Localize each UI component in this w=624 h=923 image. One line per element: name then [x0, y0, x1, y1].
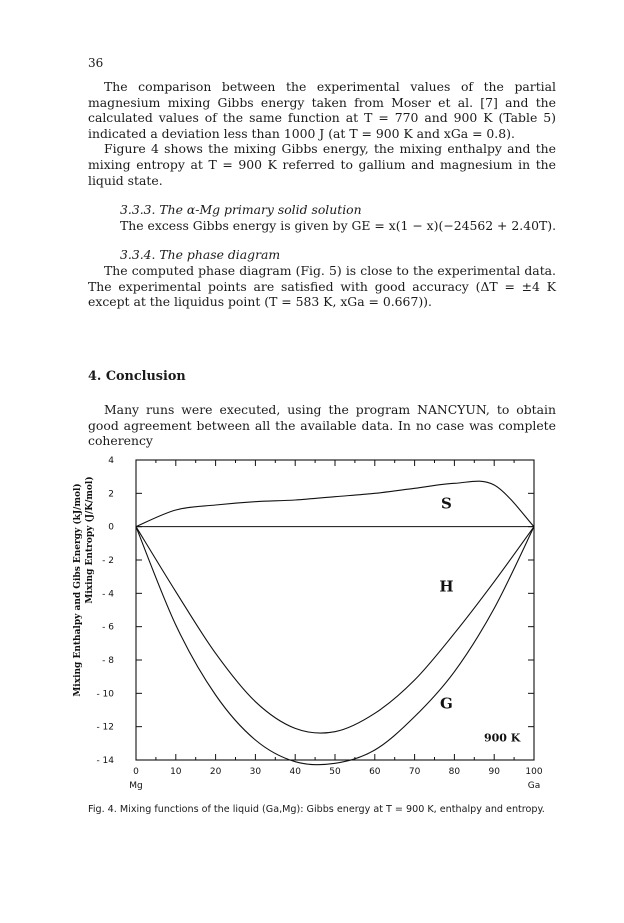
x-end-label-ga: Ga — [527, 781, 541, 791]
y-tick-label: 0 — [108, 522, 114, 533]
curve-label-g: G — [440, 694, 453, 713]
curve-label-s: S — [441, 494, 452, 513]
x-tick-label: 40 — [289, 767, 301, 777]
paragraph-comparison: The comparison between the experimental values of the partial magnesium mixing Gibbs energy taken from Moser et al. [7] and the calculated values of the same function at T = 770 and 900 K (Table 5) indicated a deviation less than 1000 J (at T = 900 K and xGa = 0.8). — [88, 79, 556, 141]
subsection-334-heading: 3.3.4. The phase diagram — [120, 247, 281, 263]
x-end-label-mg: Mg — [129, 781, 143, 791]
body-text-top — [88, 79, 556, 310]
y-tick-label: - 14 — [96, 756, 114, 766]
y-tick-label: 2 — [108, 489, 114, 500]
x-tick-label: 0 — [133, 767, 139, 777]
figure-caption: Fig. 4. Mixing functions of the liquid (Ga,Mg): Gibbs energy at T = 900 K, enthalpy and entropy. — [88, 804, 545, 815]
curve-label-h: H — [439, 577, 454, 596]
body-text-conclusion — [88, 402, 556, 449]
paragraph-figure4: Figure 4 shows the mixing Gibbs energy, the mixing enthalpy and the mixing entropy at T = 900 K referred to gallium and magnesium in the liquid state. — [88, 141, 556, 188]
plot-frame — [136, 460, 534, 760]
subsection-333-heading: 3.3.3. The α-Mg primary solid solution — [120, 202, 362, 218]
curve-g — [136, 527, 534, 765]
y-tick-label: 4 — [108, 456, 114, 466]
page-number: 36 — [88, 56, 104, 70]
x-tick-label: 50 — [329, 767, 341, 777]
temperature-annotation: 900 K — [483, 731, 521, 745]
x-tick-label: 20 — [209, 767, 222, 777]
x-tick-label: 10 — [170, 767, 182, 777]
y-tick-label: - 4 — [102, 589, 114, 600]
y-tick-label: - 2 — [102, 556, 114, 566]
x-tick-label: 100 — [525, 767, 543, 777]
x-tick-label: 60 — [369, 767, 381, 777]
figure-4 — [70, 450, 570, 795]
curve-s — [136, 481, 534, 527]
x-tick-label: 30 — [249, 767, 262, 777]
y-axis-label-enthalpy: Mixing Enthalpy and Gibs Energy (kJ/mol) — [73, 483, 83, 697]
curve-h — [136, 527, 534, 733]
x-tick-label: 70 — [408, 767, 421, 777]
paragraph-excess-gibbs: The excess Gibbs energy is given by GE = x(1 − x)(−24562 + 2.40T). — [120, 217, 557, 233]
x-tick-label: 90 — [488, 767, 500, 777]
y-tick-label: - 6 — [102, 622, 114, 633]
paragraph-phase-diagram: The computed phase diagram (Fig. 5) is close to the experimental data. The experimental points are satisfied with good accuracy (ΔT = ±4 K except at the liquidus point (T = 583 K, xGa = 0.667)). — [88, 262, 556, 310]
y-tick-label: - 8 — [102, 656, 114, 666]
paragraph-conclusion: Many runs were executed, using the program NANCYUN, to obtain good agreement between all the available data. In no case was complete coherency — [88, 402, 556, 449]
mixing-functions-chart — [70, 450, 570, 795]
y-tick-label: - 10 — [96, 689, 114, 700]
section-conclusion-heading: 4. Conclusion — [88, 369, 186, 384]
y-axis-label-entropy: Mixing Entropy (J/K/mol) — [85, 476, 95, 604]
x-tick-label: 80 — [448, 767, 461, 777]
y-tick-label: - 12 — [96, 722, 114, 733]
